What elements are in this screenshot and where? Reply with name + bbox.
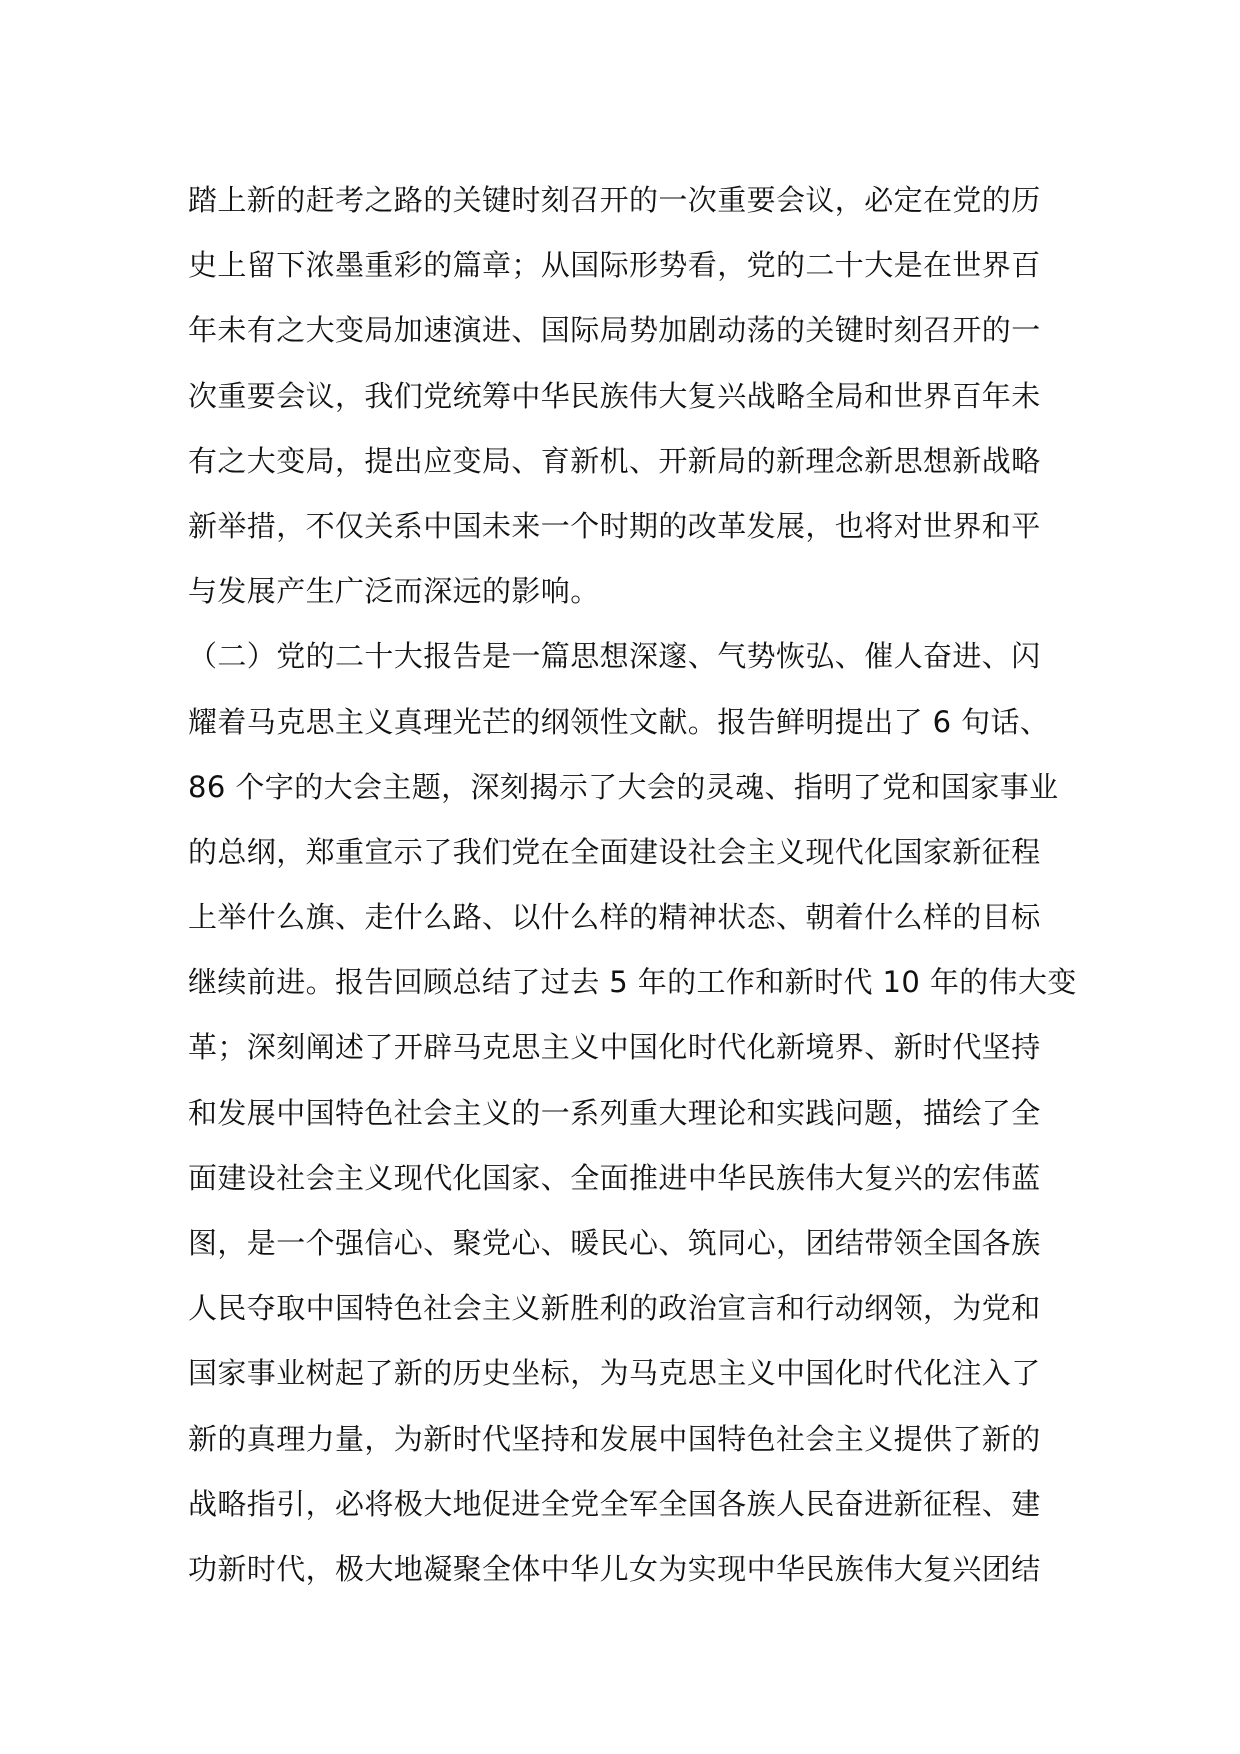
text-line: 新举措，不仅关系中国未来一个时期的改革发展，也将对世界和平 — [188, 508, 1041, 543]
text-line: 年未有之大变局加速演进、国际局势加剧动荡的关键时刻召开的一 — [188, 313, 1041, 348]
text-line: 与发展产生广泛而深远的影响。 — [188, 574, 600, 609]
text-line: 上举什么旗、走什么路、以什么样的精神状态、朝着什么样的目标 — [188, 900, 1041, 935]
text-line: 国家事业树起了新的历史坐标，为马克思主义中国化时代化注入了 — [188, 1356, 1041, 1391]
text-line: 和发展中国特色社会主义的一系列重大理论和实践问题，描绘了全 — [188, 1095, 1041, 1130]
text-line: 的总纲，郑重宣示了我们党在全面建设社会主义现代化国家新征程 — [188, 834, 1041, 869]
body-text — [188, 168, 1088, 1602]
text-line: 新的真理力量，为新时代坚持和发展中国特色社会主义提供了新的 — [188, 1421, 1041, 1456]
text-line: 踏上新的赶考之路的关键时刻召开的一次重要会议，必定在党的历 — [188, 183, 1041, 217]
text-line: 功新时代，极大地凝聚全体中华儿女为实现中华民族伟大复兴团结 — [188, 1551, 1041, 1586]
text-line: 战略指引，必将极大地促进全党全军全国各族人民奋进新征程、建 — [188, 1486, 1041, 1521]
text-line: 面建设社会主义现代化国家、全面推进中华民族伟大复兴的宏伟蓝 — [188, 1160, 1041, 1195]
text-line: 耀着马克思主义真理光芒的纲领性文献。报告鲜明提出了 6 句话、 — [188, 704, 1050, 739]
text-line: 图，是一个强信心、聚党心、暖民心、筑同心，团结带领全国各族 — [188, 1226, 1041, 1260]
text-line: 史上留下浓墨重彩的篇章；从国际形势看，党的二十大是在世界百 — [188, 248, 1041, 283]
text-line: 86 个字的大会主题，深刻揭示了大会的灵魂、指明了党和国家事业 — [188, 769, 1059, 804]
text-line: 有之大变局，提出应变局、育新机、开新局的新理念新思想新战略 — [188, 443, 1041, 478]
text-line: 革；深刻阐述了开辟马克思主义中国化时代化新境界、新时代坚持 — [188, 1030, 1041, 1065]
section-heading-line: （二）党的二十大报告是一篇思想深邃、气势恢弘、催人奋进、闪 — [188, 639, 1041, 674]
text-line: 继续前进。报告回顾总结了过去 5 年的工作和新时代 10 年的伟大变 — [188, 965, 1077, 1000]
text-line: 人民夺取中国特色社会主义新胜利的政治宣言和行动纲领，为党和 — [188, 1291, 1041, 1326]
text-line: 次重要会议，我们党统筹中华民族伟大复兴战略全局和世界百年未 — [188, 378, 1041, 413]
